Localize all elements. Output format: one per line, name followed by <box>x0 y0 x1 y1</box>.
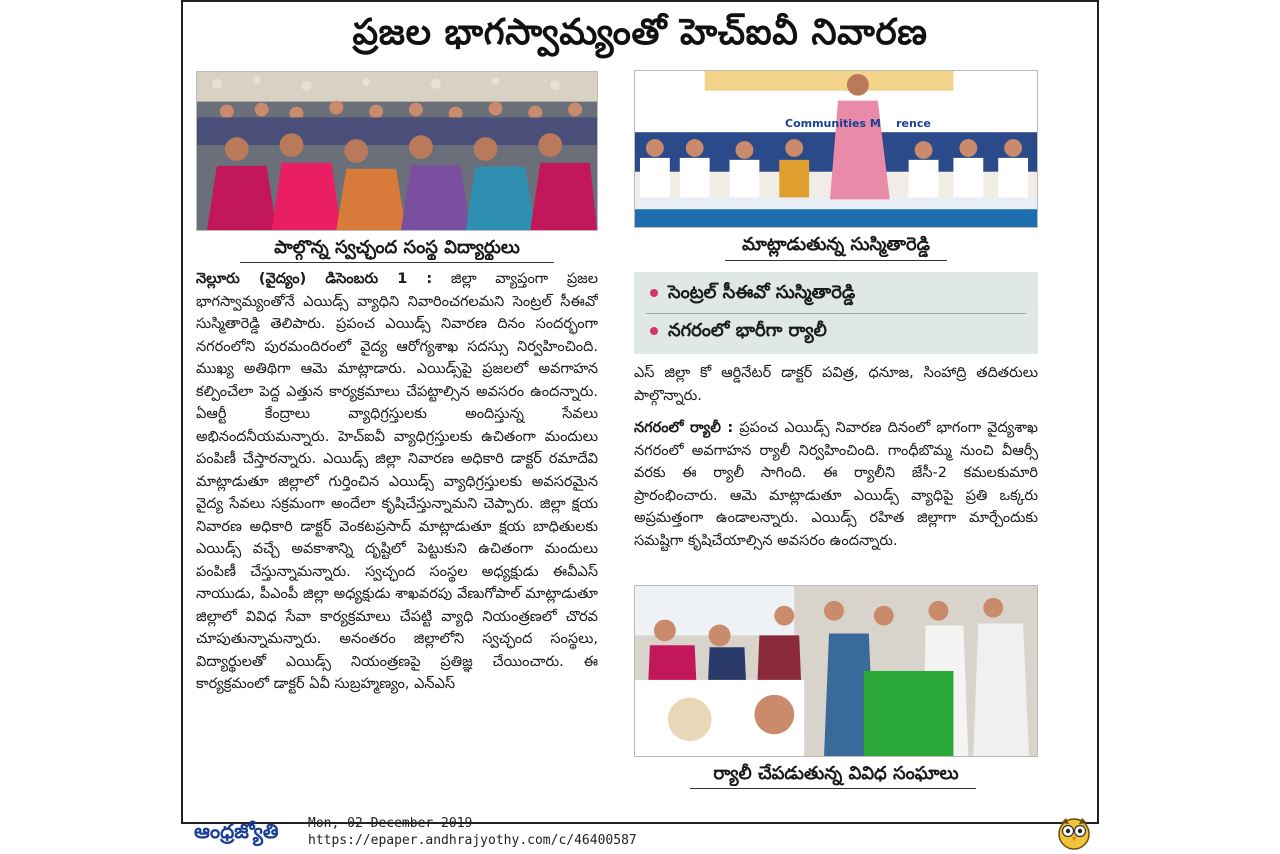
article-left-body: జిల్లా వ్యాప్తంగా ప్రజల భాగస్వామ్యంతోనే ఎయిడ్స్ వ్యాధిని నివారించగలమని సెంట్రల్ సీఈవో సుస్మితారెడ్డి తెలిపారు. ప్రపంచ ఎయిడ్స్ నివారణ దినం సందర్భంగా నగరంలోని పురమందిరంలో వైద్య ఆరోగ్యశాఖ సదస్సు నిర్వహించింది. ముఖ్య అతిథిగా ఆమె మాట్లాడారు. ఎయిడ్స్‌పై ప్రజలలో అవగాహన కల్పించేలా పెద్ద ఎత్తున కార్యక్రమాలు చేపట్టాల్సిన అవసరం ఉందన్నారు. ఏఆర్టీ కేంద్రాలు వ్యాధిగ్రస్తులకు అందిస్తున్న సేవలు అభినందనీయమన్నారు. హెచ్ఐవీ వ్యాధిగ్రస్తులకు ఉచితంగా మందులు పంపిణీ చేస్తారన్నారు. ఎయిడ్స్ జిల్లా నివారణ అధికారి డాక్టర్ రమాదేవి మాట్లాడుతూ జిల్లాలో గుర్తించిన ఎయిడ్స్ వ్యాధిగ్రస్తులకు అవసరమైన వైద్య సేవలు సక్రమంగా అందేలా కృషిచేస్తున్నామని చెప్పారు. జిల్లా క్షయ నివారణ అధికారి డాక్టర్ వెంకటప్రసాద్ మాట్లాడుతూ క్షయ బాధితులకు ఎయిడ్స్ వచ్చే అవకాశాన్ని దృష్టిలో పెట్టుకుని ఉచితంగా మందులు పంపిణీ చేస్తున్నామన్నారు. స్వచ్ఛంద సంస్థల అధ్యక్షుడు ఈవీఎస్ నాయుడు, పీఎంపీ జిల్లా అధ్యక్షుడు శాఖవరపు వేణుగోపాల్ మాట్లాడుతూ జిల్లాలో వివిధ సేవా కార్యక్రమాలు చేపట్టి వ్యాధి నియంత్రణలో చొరవ చూపుతున్నామన్నారు. అనంతరం జిల్లాలోని స్వచ్ఛంద సంస్థలు, విద్యార్థులతో ఎయిడ్స్ నియంత్రణపై ప్రతిజ్ఞ చేయించారు. ఈ కార్యక్రమంలో డాక్టర్ ఏవీ సుబ్రహ్మణ్యం, ఎన్ఎస్ <box>196 271 598 692</box>
article-subhead: నగరంలో ర్యాలీ : <box>634 420 734 436</box>
highlights-box <box>634 272 1038 354</box>
footer-meta <box>308 815 637 849</box>
caption-rule <box>690 788 976 789</box>
owl-icon <box>1056 814 1092 850</box>
highlight-text: సెంట్రల్ సీఈవో సుస్మితారెడ్డి <box>668 282 856 303</box>
caption-rule <box>725 260 947 261</box>
rally-photo <box>634 585 1038 757</box>
bullet-icon <box>650 327 658 335</box>
publication-logo: ఆంధ్రజ్యోతి <box>194 819 279 843</box>
highlight-item <box>650 318 827 344</box>
highlight-text: నగరంలో భారీగా ర్యాలీ <box>668 320 827 341</box>
article-left-column <box>196 268 598 790</box>
audience-photo-caption: పాల్గొన్న స్వచ్ఛంద సంస్థ విద్యార్థులు <box>274 237 520 258</box>
highlight-item <box>650 280 855 306</box>
source-url[interactable]: https://epaper.andhrajyothy.com/c/46400587 <box>308 833 637 848</box>
publish-date: Mon, 02 December 2019 <box>308 816 473 831</box>
article-subhead-body: ప్రపంచ ఎయిడ్స్ నివారణ దినంలో భాగంగా వైద్యశాఖ నగరంలో అవగాహన ర్యాలీ నిర్వహించింది. గాంధీబొమ్మ నుంచి వీఆర్సీ వరకు ఈ ర్యాలీ సాగింది. ఈ ర్యాలీని జేసీ-2 కమలకుమారి ప్రారంభించారు. ఆమె మాట్లాడుతూ ఎయిడ్స్ వ్యాధిపై ప్రతి ఒక్కరు అప్రమత్తంగా ఉండాలన్నారు. ఎయిడ్స్ రహిత జిల్లాగా మార్చేందుకు సమష్టిగా కృషిచేయాల్సిన అవసరం ఉందన్నారు. <box>634 420 1038 549</box>
highlight-divider <box>646 313 1026 314</box>
speaker-photo-banner: Communities M rence <box>785 117 931 130</box>
article-lead: నెల్లూరు (వైద్యం) డిసెంబరు 1 : <box>196 271 433 287</box>
audience-photo <box>196 71 598 231</box>
speaker-photo <box>634 70 1038 228</box>
speaker-photo-caption: మాట్లాడుతున్న సుస్మితారెడ్డి <box>742 234 930 255</box>
bullet-icon <box>650 289 658 297</box>
footer <box>184 812 1096 852</box>
article-right-body: ఎస్ జిల్లా కో ఆర్డినేటర్ డాక్టర్ పవిత్ర, ధనూజ, సింహాద్రి తదితరులు పాల్గొన్నారు. <box>634 365 1038 404</box>
rally-photo-caption: ర్యాలీ చేపడుతున్న వివిధ సంఘాలు <box>713 763 959 784</box>
article-right-column <box>634 362 1038 578</box>
caption-rule <box>240 262 554 263</box>
headline: ప్రజల భాగస్వామ్యంతో హెచ్ఐవీ నివారణ <box>352 12 928 53</box>
